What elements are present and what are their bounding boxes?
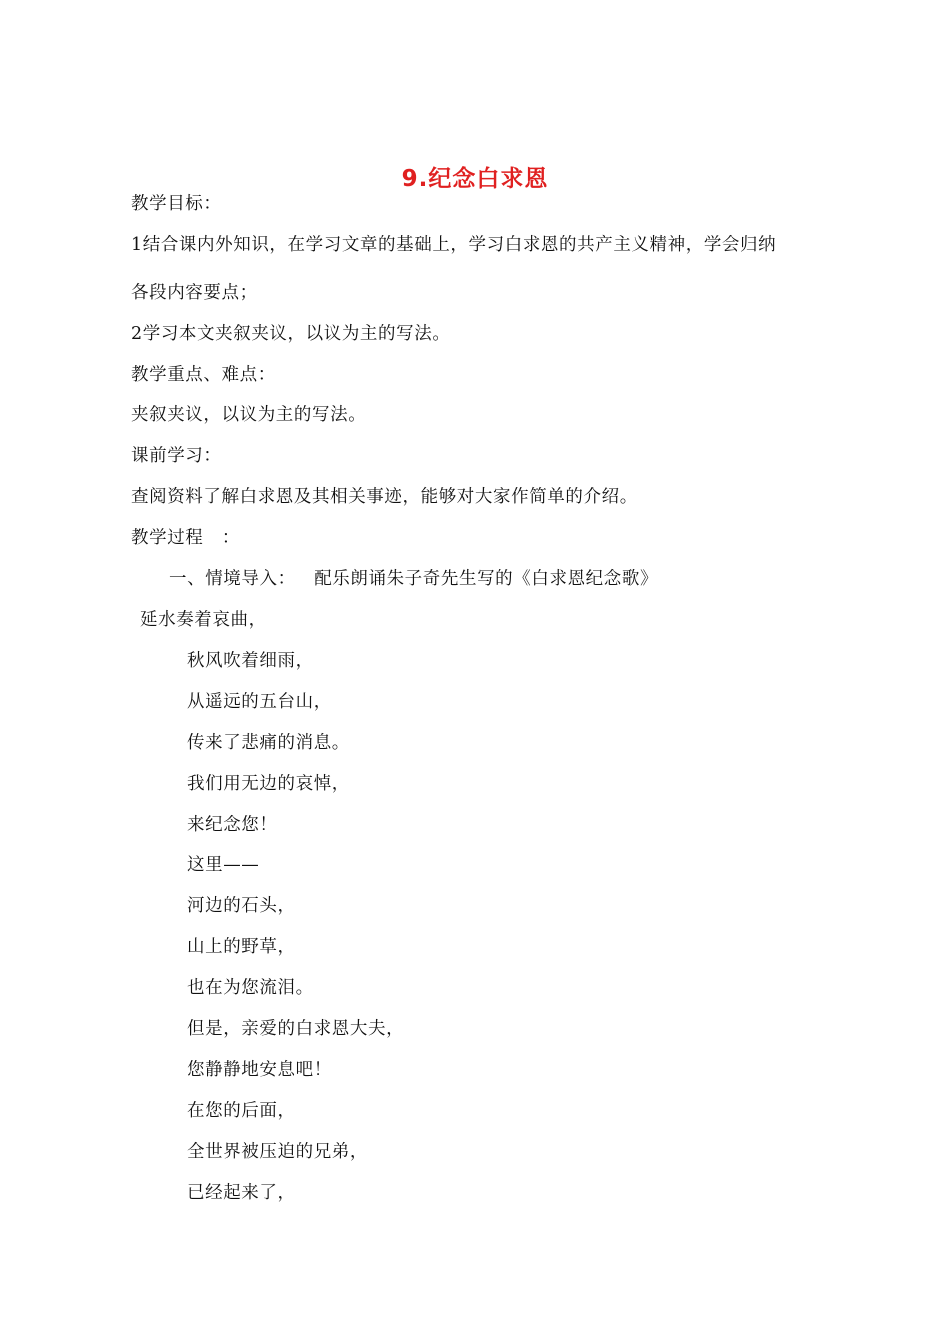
poem-line: 我们用无边的哀悼，: [187, 774, 350, 794]
poem-line: 来纪念您！: [187, 815, 278, 835]
poem-line: 全世界被压迫的兄弟，: [187, 1142, 368, 1162]
objectives-heading: 教学目标：: [131, 194, 222, 214]
poem-line: 也在为您流泪。: [187, 978, 314, 998]
poem-line: 从遥远的五台山，: [187, 692, 332, 712]
poem-line: 河边的石头，: [187, 896, 296, 916]
poem-line: 已经起来了，: [187, 1183, 296, 1203]
document-title: 9.纪念白求恩: [401, 166, 549, 192]
objective-2: 2学习本文夹叙夹议，以议为主的写法。: [131, 324, 451, 344]
poem-line: 这里——: [187, 855, 260, 875]
poem-line: 秋风吹着细雨，: [187, 651, 314, 671]
poem-line: 延水奏着哀曲，: [140, 610, 267, 630]
objective-1-line-2: 各段内容要点；: [131, 283, 258, 303]
keypoints-text: 夹叙夹议，以议为主的写法。: [131, 405, 367, 425]
poem-line: 山上的野草，: [187, 937, 296, 957]
prestudy-heading: 课前学习：: [131, 446, 222, 466]
objective-1-line-1: 1结合课内外知识，在学习文章的基础上，学习白求恩的共产主义精神，学会归纳: [131, 235, 777, 255]
poem-line: 在您的后面，: [187, 1101, 296, 1121]
keypoints-heading: 教学重点、难点：: [131, 365, 276, 385]
poem-line: 传来了悲痛的消息。: [187, 733, 350, 753]
poem-line: 但是，亲爱的白求恩大夫，: [187, 1019, 405, 1039]
process-heading: 教学过程 ：: [131, 528, 240, 548]
intro-line: 一、情境导入： 配乐朗诵朱子奇先生写的《白求恩纪念歌》: [169, 569, 659, 589]
prestudy-text: 查阅资料了解白求恩及其相关事迹，能够对大家作简单的介绍。: [131, 487, 638, 507]
poem-line: 您静静地安息吧！: [187, 1060, 332, 1080]
